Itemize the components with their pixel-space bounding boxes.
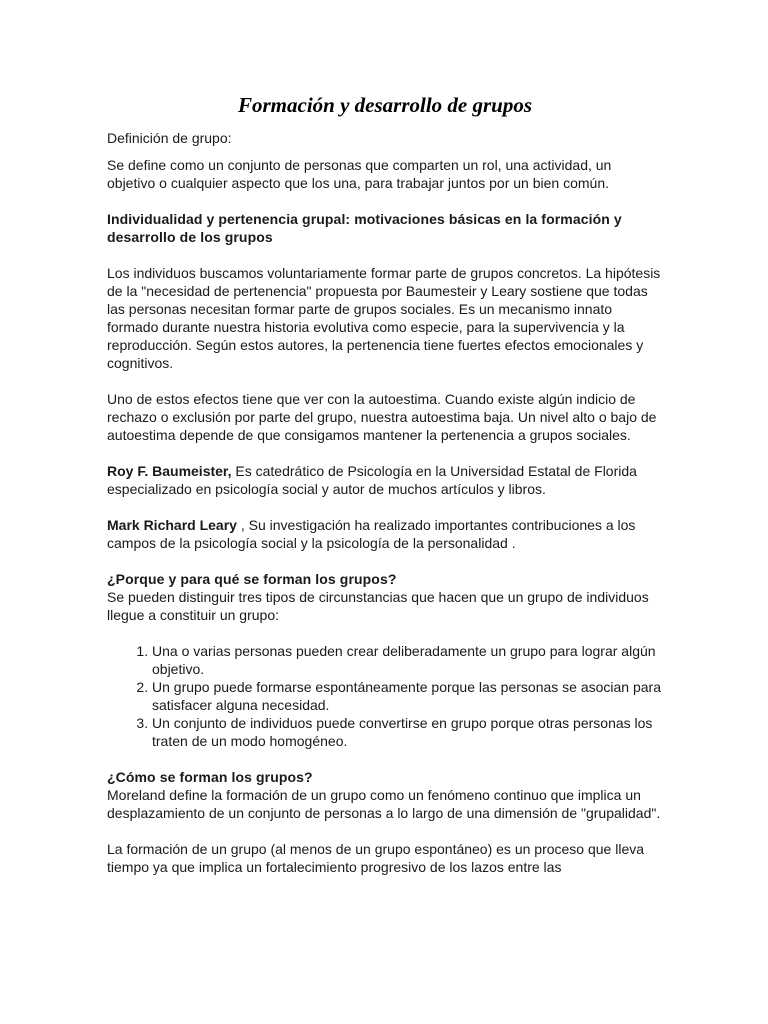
circumstances-list [107,642,663,750]
author-name-baumeister: Roy F. Baumeister, [107,463,232,479]
list-item: 2. Un grupo puede formarse espontáneamente porque las personas se asocian para satisfacer alguna necesidad. [152,678,663,714]
paragraph-leary [107,516,663,552]
definition-label: Definición de grupo: [107,130,232,146]
list-item: 3. Un conjunto de individuos puede convertirse en grupo porque otras personas los traten de un modo homogéneo. [152,714,663,750]
document-page [107,92,663,876]
paragraph-circunstancias: Se pueden distinguir tres tipos de circunstancias que hacen que un grupo de individuos llegue a constituir un grupo: [107,589,649,623]
section-heading-como: ¿Cómo se forman los grupos? [107,769,313,785]
author-name-leary: Mark Richard Leary [107,517,237,533]
definition-paragraph: Se define como un conjunto de personas que comparten un rol, una actividad, un objetivo o cualquier aspecto que los una, para trabajar juntos por un bien común. [107,157,612,191]
paragraph-autoestima: Uno de estos efectos tiene que ver con la autoestima. Cuando existe algún indicio de rechazo o exclusión por parte del grupo, nuestra autoestima baja. Un nivel alto o bajo de autoestima depende de que consigamos mantener la pertenencia a grupos sociales. [107,391,657,443]
author-bio-baumeister: Es catedrático de Psicología en la Universidad Estatal de Florida especializado en psicología social y autor de muchos artículos y libros. [107,463,637,497]
paragraph-baumeister [107,462,663,498]
section-heading-individualidad: Individualidad y pertenencia grupal: motivaciones básicas en la formación y desarrollo de los grupos [107,211,622,245]
paragraph-formacion: La formación de un grupo (al menos de un grupo espontáneo) es un proceso que lleva tiempo ya que implica un fortalecimiento progresivo de los lazos entre las [107,841,645,875]
paragraph-moreland: Moreland define la formación de un grupo como un fenómeno continuo que implica un desplazamiento de un conjunto de personas a lo largo de una dimensión de "grupalidad". [107,787,661,821]
document-title: Formación y desarrollo de grupos [237,93,533,117]
section-heading-porque: ¿Porque y para qué se forman los grupos? [107,571,397,587]
list-item: 1. Una o varias personas pueden crear deliberadamente un grupo para lograr algún objetivo. [152,642,663,678]
paragraph-pertenencia: Los individuos buscamos voluntariamente formar parte de grupos concretos. La hipótesis de la "necesidad de pertenencia" propuesta por Baumesteir y Leary sostiene que todas las personas necesitan formar parte de grupos sociales. Es un mecanismo innato formado durante nuestra historia evolutiva como especie, para la supervivencia y la reproducción. Según estos autores, la pertenencia tiene fuertes efectos emocionales y cognitivos. [107,265,661,371]
author-bio-leary: , Su investigación ha realizado importantes contribuciones a los campos de la psicología social y la psicología de la personalidad . [107,517,636,551]
